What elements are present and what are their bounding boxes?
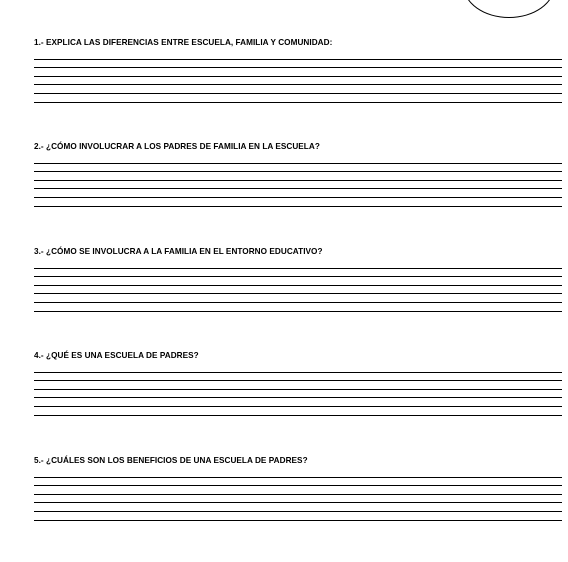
question-4: [34, 351, 562, 416]
question-5-title: 5.- ¿CUÁLES SON LOS BENEFICIOS DE UNA ESCUELA DE PADRES?: [34, 456, 308, 465]
answer-line[interactable]: [34, 77, 562, 86]
answer-line[interactable]: [34, 398, 562, 407]
answer-line[interactable]: [34, 51, 562, 60]
answer-line[interactable]: [34, 68, 562, 77]
answer-line[interactable]: [34, 172, 562, 181]
question-1: [34, 38, 562, 103]
question-2-answer-area[interactable]: [34, 155, 562, 207]
question-4-title: 4.- ¿QUÉ ES UNA ESCUELA DE PADRES?: [34, 351, 199, 360]
question-5: [34, 456, 562, 521]
answer-line[interactable]: [34, 155, 562, 164]
answer-line[interactable]: [34, 364, 562, 373]
answer-line[interactable]: [34, 486, 562, 495]
answer-line[interactable]: [34, 303, 562, 312]
answer-line[interactable]: [34, 269, 562, 278]
answer-line[interactable]: [34, 198, 562, 207]
answer-line[interactable]: [34, 181, 562, 190]
answer-line[interactable]: [34, 495, 562, 504]
answer-line[interactable]: [34, 390, 562, 399]
question-3-title: 3.- ¿CÓMO SE INVOLUCRA A LA FAMILIA EN EL ENTORNO EDUCATIVO?: [34, 247, 323, 256]
answer-line[interactable]: [34, 512, 562, 521]
answer-line[interactable]: [34, 60, 562, 69]
answer-line[interactable]: [34, 407, 562, 416]
answer-line[interactable]: [34, 381, 562, 390]
answer-line[interactable]: [34, 469, 562, 478]
question-1-title: 1.- EXPLICA LAS DIFERENCIAS ENTRE ESCUELA, FAMILIA Y COMUNIDAD:: [34, 38, 333, 47]
answer-line[interactable]: [34, 189, 562, 198]
question-1-answer-area[interactable]: [34, 51, 562, 103]
answer-line[interactable]: [34, 478, 562, 487]
answer-line[interactable]: [34, 503, 562, 512]
answer-line[interactable]: [34, 373, 562, 382]
question-2-title: 2.- ¿CÓMO INVOLUCRAR A LOS PADRES DE FAMILIA EN LA ESCUELA?: [34, 142, 320, 151]
question-5-answer-area[interactable]: [34, 469, 562, 521]
question-3-answer-area[interactable]: [34, 260, 562, 312]
answer-line[interactable]: [34, 164, 562, 173]
question-3: [34, 247, 562, 312]
answer-line[interactable]: [34, 277, 562, 286]
answer-line[interactable]: [34, 294, 562, 303]
question-4-answer-area[interactable]: [34, 364, 562, 416]
answer-line[interactable]: [34, 85, 562, 94]
answer-line[interactable]: [34, 260, 562, 269]
answer-line[interactable]: [34, 94, 562, 103]
grade-circle: [463, 0, 555, 18]
question-2: [34, 142, 562, 207]
answer-line[interactable]: [34, 286, 562, 295]
